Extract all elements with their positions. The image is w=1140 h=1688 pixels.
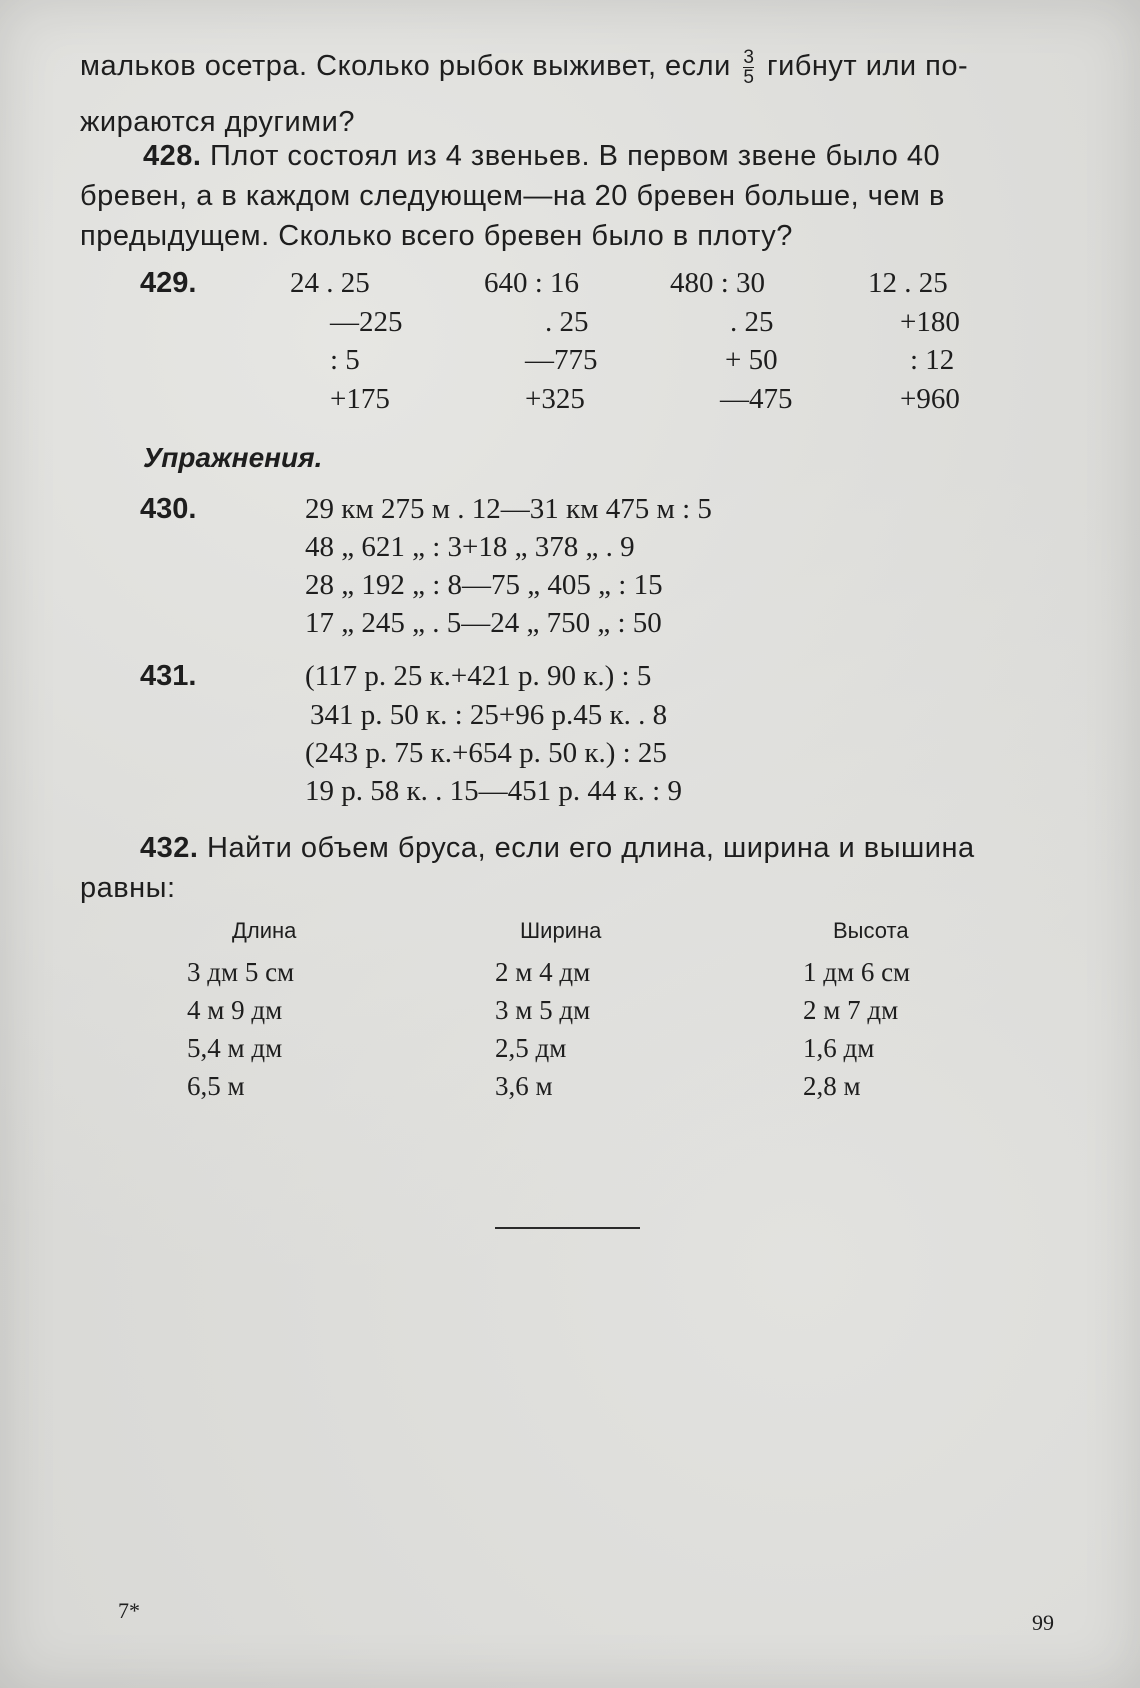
calc-cell: 480 : 30 [670, 267, 766, 299]
problem-431-line: (117 р. 25 к.+421 р. 90 к.) : 5 [305, 660, 652, 692]
problem-432-line-2: равны: [80, 872, 176, 904]
section-heading: Упражнения. [143, 442, 323, 473]
problem-428-line-1 [143, 140, 940, 173]
column-header-length: Длина [232, 918, 297, 943]
dimension-cell: 1,6 дм [803, 1033, 875, 1063]
calc-cell: : 12 [910, 344, 955, 376]
calc-cell: —775 [525, 344, 598, 376]
problem-number: 432. [140, 832, 199, 864]
calc-cell: 640 : 16 [484, 267, 580, 299]
calc-cell: —475 [720, 383, 793, 415]
problem-431-number: 431. [140, 660, 197, 692]
text-line-2: жираются другими? [80, 106, 355, 138]
dimension-cell: 2 м 4 дм [495, 957, 591, 987]
problem-432-line-1 [140, 832, 975, 865]
dimension-cell: 2 м 7 дм [803, 995, 899, 1025]
fraction-denominator: 5 [743, 67, 755, 88]
calc-cell: +960 [900, 383, 960, 415]
column-header-width: Ширина [520, 918, 602, 943]
calc-cell: +175 [330, 383, 390, 415]
problem-number: 428. [143, 140, 202, 172]
dimension-cell: 3 м 5 дм [495, 995, 591, 1025]
problem-430-line: 29 км 275 м . 12—31 км 475 м : 5 [305, 493, 712, 525]
section-divider [495, 1227, 640, 1229]
problem-428-line-3: предыдущем. Сколько всего бревен было в плоту? [80, 220, 793, 252]
problem-431-line: 19 р. 58 к. . 15—451 р. 44 к. : 9 [305, 775, 682, 807]
column-header-height: Высота [833, 918, 909, 943]
calc-cell: 24 . 25 [290, 267, 370, 299]
calc-cell: +325 [525, 383, 585, 415]
dimension-cell: 1 дм 6 см [803, 957, 911, 987]
problem-430-line: 28 „ 192 „ : 8—75 „ 405 „ : 15 [305, 569, 663, 601]
calc-cell: : 5 [330, 344, 360, 376]
dimension-cell: 3,6 м [495, 1071, 553, 1101]
calc-cell: . 25 [730, 306, 774, 338]
problem-430-line: 17 „ 245 „ . 5—24 „ 750 „ : 50 [305, 607, 662, 639]
problem-431-line: 341 р. 50 к. : 25+96 р.45 к. . 8 [310, 699, 668, 731]
dimension-cell: 4 м 9 дм [187, 995, 283, 1025]
calc-cell: . 25 [545, 306, 589, 338]
problem-431-line: (243 р. 75 к.+654 р. 50 к.) : 25 [305, 737, 667, 769]
fraction [743, 48, 754, 87]
problem-429-number: 429. [140, 267, 197, 299]
dimension-cell: 6,5 м [187, 1071, 245, 1101]
problem-430-line: 48 „ 621 „ : 3+18 „ 378 „ . 9 [305, 531, 635, 563]
dimension-cell: 2,5 дм [495, 1033, 567, 1063]
calc-cell: +180 [900, 306, 960, 338]
signature-mark: 7* [118, 1598, 140, 1623]
problem-428-line-2: бревен, а в каждом следующем—на 20 бревен больше, чем в [80, 180, 945, 212]
calc-cell: —225 [330, 306, 403, 338]
text-line-1 [80, 48, 968, 87]
page-number: 99 [1032, 1610, 1054, 1635]
dimension-cell: 5,4 м дм [187, 1033, 283, 1063]
dimension-cell: 3 дм 5 см [187, 957, 295, 987]
calc-cell: + 50 [725, 344, 778, 376]
problem-text: Плот состоял из 4 звеньев. В первом звене было 40 [210, 140, 941, 172]
calc-cell: 12 . 25 [868, 267, 948, 299]
problem-430-number: 430. [140, 493, 197, 525]
dimension-cell: 2,8 м [803, 1071, 861, 1101]
text-fragment: мальков осетра. Сколько рыбок выживет, если [80, 50, 731, 83]
text-fragment: гибнут или по- [767, 50, 969, 83]
fraction-numerator: 3 [743, 47, 755, 68]
problem-text: Найти объем бруса, если его длина, ширина и вышина [207, 832, 975, 864]
